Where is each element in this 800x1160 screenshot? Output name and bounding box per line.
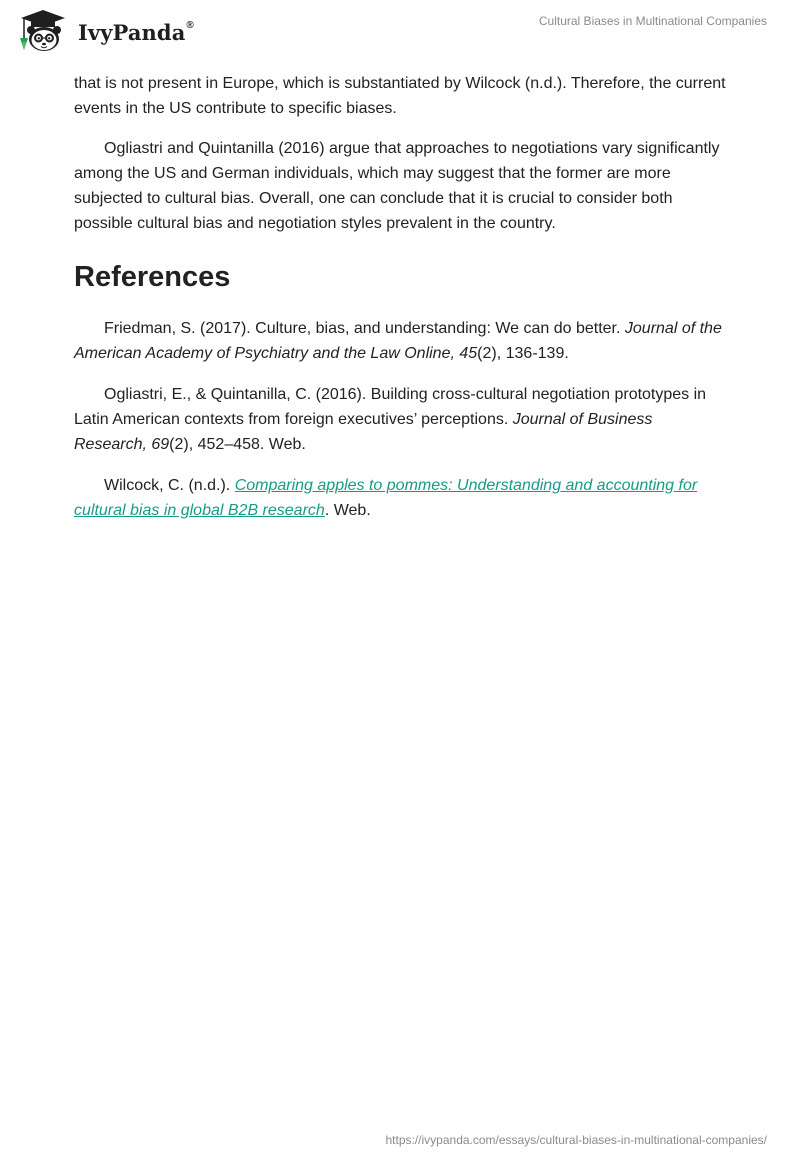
registered-mark: ® xyxy=(186,19,194,31)
page-header xyxy=(0,0,800,64)
document-title: Cultural Biases in Multinational Companies xyxy=(538,14,767,28)
reference-link[interactable]: Comparing apples to pommes: Understanding and accounting for cultural bias in global B2B research xyxy=(74,477,698,519)
reference-journal: Journal of Business Research, 69 xyxy=(74,411,653,453)
brand-name: IvyPanda® xyxy=(78,19,194,45)
reference-entry-wilcock: Wilcock, C. (n.d.). Comparing apples to pommes: Understanding and accounting for cultural bias in global B2B research. Web. xyxy=(74,477,698,519)
essay-content xyxy=(74,71,726,539)
body-paragraph-continued: that is not present in Europe, which is substantiated by Wilcock (n.d.). Therefore, the current events in the US contribute to specific biases. xyxy=(74,75,726,117)
reference-entry-ogliastri: Ogliastri, E., & Quintanilla, C. (2016). Building cross-cultural negotiation prototypes in Latin American contexts from foreign executives’ perceptions. Journal of Business Research, 69(2), 452–458. Web. xyxy=(74,386,707,453)
references-heading: References xyxy=(74,261,231,293)
body-paragraph: Ogliastri and Quintanilla (2016) argue that approaches to negotiations vary significantly among the US and German individuals, which may suggest that the former are more subjected to cultural bias. Overall, one can conclude that it is crucial to consider both possible cultural bias and negotiation styles prevalent in the country. xyxy=(74,140,720,232)
panda-graduate-icon xyxy=(14,8,72,54)
reference-journal: Journal of the American Academy of Psychiatry and the Law Online, 45 xyxy=(74,320,722,362)
source-url: https://ivypanda.com/essays/cultural-biases-in-multinational-companies/ xyxy=(385,1133,767,1147)
ivypanda-logo[interactable] xyxy=(14,8,194,54)
reference-entry-friedman: Friedman, S. (2017). Culture, bias, and understanding: We can do better. Journal of the American Academy of Psychiatry and the Law Online, 45(2), 136-139. xyxy=(74,320,722,362)
